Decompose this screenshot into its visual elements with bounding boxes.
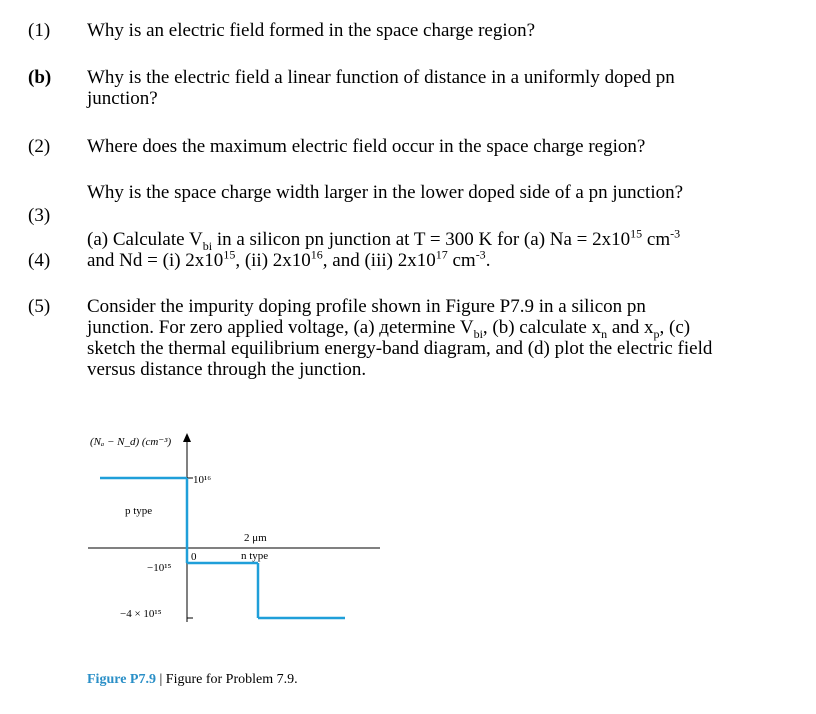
- question-number-4: (4): [28, 250, 51, 271]
- caption-label: Figure P7.9: [87, 672, 156, 687]
- question-b-text: [87, 67, 787, 109]
- width-label: 2 μm: [244, 532, 267, 544]
- caption-text: Figure for Problem 7.9.: [165, 672, 298, 687]
- y-axis-arrow: [183, 433, 191, 442]
- caption-separator: |: [155, 672, 166, 687]
- tick-label-neg4: −4 × 10¹⁵: [120, 608, 162, 620]
- y-axis-label: (Nₐ − N_d) (cm⁻³): [90, 436, 172, 448]
- question-number-3: (3): [28, 205, 51, 226]
- question-number-5: (5): [28, 296, 51, 317]
- question-number-1: (1): [28, 20, 51, 41]
- question-width-text: Why is the space charge width larger in the lower doped side of a pn junction?: [87, 182, 684, 203]
- question-4-text: [87, 226, 787, 271]
- question-5-text: [87, 296, 787, 380]
- origin-label: 0: [191, 551, 197, 563]
- tick-label-neg1: −10¹⁵: [147, 562, 172, 574]
- question-number-2: (2): [28, 136, 51, 157]
- question-b-line1: Why is the electric field a linear function of distance in a uniformly doped pn: [87, 67, 675, 88]
- question-5-line4: versus distance through the junction.: [87, 359, 367, 380]
- question-number-b: (b): [28, 67, 52, 88]
- question-4-line1: (a) Calculate $V_{bi}$ in a silicon pn junction at T = 300 K for (a) $Na = 2x10^{15}$ $cm^{-3}$: [87, 226, 681, 253]
- question-4-line2: and Nd = (i) $2x10^{15}$, (ii) $2x10^{16}$, and (iii) $2x10^{17}$ $cm^{-3}$.: [87, 247, 491, 271]
- n-type-label: n type: [241, 550, 269, 562]
- question-b-line2: junction?: [87, 88, 158, 109]
- tick-label-top: 10¹⁶: [193, 474, 212, 486]
- figure-caption: [87, 672, 298, 688]
- p-type-label: p type: [125, 505, 153, 517]
- question-5-line3: sketch the thermal equilibrium energy-band diagram, and (d) plot the electric field: [87, 338, 713, 359]
- question-5-line2: junction. For zero applied voltage, (a) деtermine $V_{bi}$, (b) calculate $x_n$ and $x_p$, (c): [87, 317, 691, 341]
- question-2-text: Where does the maximum electric field occur in the space charge region?: [87, 136, 646, 157]
- question-5-line1: Consider the impurity doping profile shown in Figure P7.9 in a silicon pn: [87, 296, 646, 317]
- question-1-text: Why is an electric field formed in the space charge region?: [87, 20, 536, 41]
